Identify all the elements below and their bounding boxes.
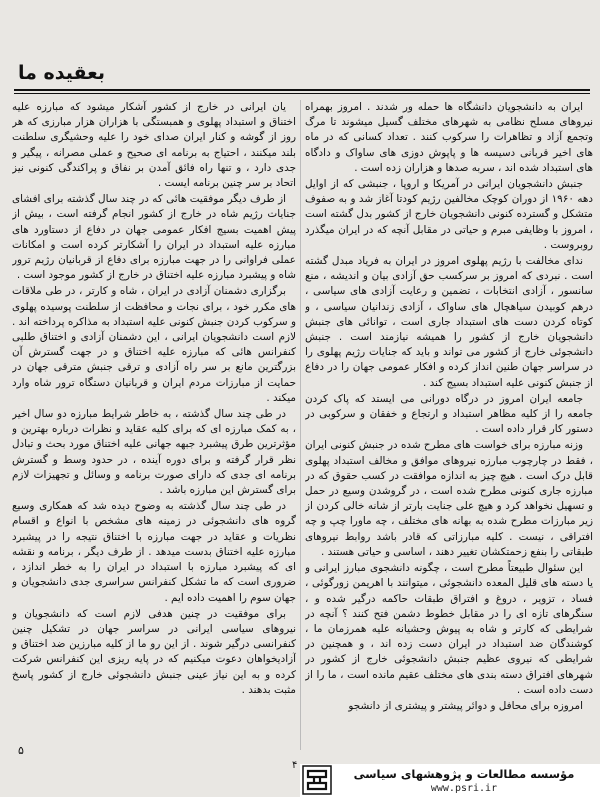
paragraph: برای موفقیت در چنین هدفی لازم است که دانشجویان و نیروهای سیاسی ایرانی در سراسر جهان در تشکیل چنین کنفرانسی درگیر شوند . از این رو ما از کلیه مبارزین ضد اختناق و آزادیخواهان دعوت میکنیم که در پایه ریزی این کنفرانس شرکت کرده و به این نیاز عینی جنبش دانشجوئی خارج از کشور پاسخ مثبت بدهند .	[12, 607, 296, 696]
paragraph: برگزاری دشمنان آزادی در ایران ، شاه و کارتر ، در طی ملاقات های مکرر خود ، برای نجات و محافظت از سلطنت پوسیده پهلوی و سرکوب کردن جنبش کنونی علیه استبداد به مذاکره پرداخته اند . لازم است دانشجویان ایرانی ، این دشمنان آزادی و اختناق طلبی کنفرانس هائی که مبارزه علیه اختناق و در جهت گسترش آن بزرگترین مانع بر سر راه آزادی و ترقی جنبش مترقی جهان در حمایت از مبارزات مردم ایران و قربانیان دستگاه ترور شاه وارد میکند .	[12, 285, 296, 404]
paragraph: جامعه ایران امروز در درگاه دورانی می ایستد که پاک کردن جامعه را از کلیه مظاهر استبداد و ارتجاع و خفقان و سرکوبی در دستور کار قرار داده است .	[305, 392, 593, 436]
column-divider	[300, 100, 301, 750]
page-number-right: ۴	[292, 760, 298, 771]
paragraph: این سئوال طبیعتاً مطرح است ، چگونه دانشجوی مبارز ایرانی و یا دسته های قلیل المعده دانشجوئی ، میتوانند با اهریمن زورگوئی ، فساد ، تزویر ، دروغ و افتراق طبقات حاکمه درگیر شده و ، سنگرهای تازه ای را در مقابل خطوط دشمن فتح کنند ؟ آنچه در شرایطی که کارتر و شاه به پیوش وحشیانه علیه همرزمان ما ، کوشندگان ضد استبداد در ایران دست زده اند ، و همچنین در شرایطی که نیروی عظیم جنبش دانشجوئی خارج از کشور در شهرهای افتراق دسته بندی های مختلف عقیم مانده است ، ما را از دست داده است .	[305, 562, 593, 696]
paragraph: یان ایرانی در خارج از کشور آشکار میشود که مبارزه علیه اختناق و استبداد پهلوی و همبستگی با هزاران هزار مبارزی که هر روز از گوشه و کنار ایران صدای خود را علیه وحشیگری سلطنت بلند میکنند ، احتیاج به برنامه ای صحیح و عملی مصرانه ، پیگیر و جدی دارد ، و تنها راه فائق آمدن بر نفاق و پراکندگی کنونی نیز اتحاد بر سر چنین برنامه ایست .	[12, 101, 296, 190]
paragraph: امروزه برای محافل و دوائر پیشتر و پیشتری از دانشجو	[348, 699, 583, 712]
header-rule-thin	[14, 93, 590, 94]
paragraph: در طی چند سال گذشته به وضوح دیده شد که همکاری وسیع گروه های دانشجوئی در زمینه های مشخص با انواع و اقسام نظریات و عقاید در جهت مبارزه با اختناق نتیجه را در پیشبرد مبارزه علیه اختناق بدست میدهد . از طرف دیگر ، برنامه و نقشه ای که پیشبرد مبارزه با استبداد در ایران را به خطر اندازد ، ضروری است که ما تشکل کنفرانس سراسری جدی دانشجویان و جهان سوم را اهمیت داده ایم .	[12, 500, 296, 604]
text-column-right	[305, 100, 593, 760]
paragraph: جنبش دانشجویان ایرانی در آمریکا و اروپا ، جنبشی که از اوایل دهه ۱۹۶۰ از دوران کوچک مخالفین رژیم کودتا آغاز شد و به صفوف متشکل و گسترده کنونی دانشجویان خارج از کشور بدل گشته است ، امروز با وظایفی مبرم و حیاتی در مقابل آنچه که در ایران میگذرد روبروست .	[305, 178, 593, 251]
paragraph: ندای مخالفت با رژیم پهلوی امروز در ایران به فریاد مبدل گشته است . نبردی که امروز بر سرکسب حق آزادی بیان و اندیشه ، منع سانسور ، آزادی انتخابات ، تضمین و رعایت آزادی های سیاسی ، درهم کوبیدن سیاهچال های ساواک ، آزادی زندانیان سیاسی ، و کوتاه کردن دست های استبداد جاری است ، توانائی های جنبش دانشجویان خارج از کشور را همیشه نیازمند است . جنبش دانشجوئی خارج از کشور می تواند و باید که جنایات رژیم پهلوی را در سراسر جهان طنین انداز کرده و افکار عمومی جهان را در دفاع از جنبش کنونی علیه استبداد بسیج کند .	[305, 255, 593, 389]
section-title: بعقیده‌ ما	[18, 62, 105, 84]
institute-logo-icon	[302, 765, 332, 795]
paragraph: وزنه مبارزه برای خواست های مطرح شده در جنبش کنونی ایران ، فقط در چارچوب مبارزه نیروهای موافق و مخالف استبداد پهلوی قابل درک است . هیچ چیز به اندازه موافقت در کسب حقوق که در مبارزه جاری کنونی مطرح شده است ، در گروشدن وسیع در حمل و تسهیل نخواهد کرد و هیچ علی جنایت بارتر از شانه خالی کردن از زیر مبارزات مطرح شده به بهانه های مختلف ، چه ماورا چپ و چه افتراقی ، نیست . کلیه مبارزاتی که قادر باشد روابط نیروهای طبقاتی را بنفع زحمتکشان تغییر دهند ، اساسی و حیاتی هستند .	[305, 439, 593, 558]
header-rule-thick	[14, 89, 590, 91]
watermark-url: www.psri.ir	[430, 783, 498, 794]
watermark-institute-name: مؤسسه مطالعات و پژوهشهای سیاسی	[353, 767, 575, 781]
page-number-left: ۵	[18, 744, 24, 757]
paragraph: ایران به دانشجویان دانشگاه ها حمله ور شدند . امروز بهمراه نیروهای مسلح نظامی به شهرهای مختلف گسیل میشوند تا مرگ وتجمع آزاد و تظاهرات را سرکوب کنند . تعداد کسانی که در ماه های اخیر قربانی دسیسه ها و پاپوش دوزی های ساواک و دادگاه های استبداد شده اند ، سربه صدها و هزاران زده است .	[305, 101, 593, 174]
text-column-left	[12, 100, 296, 742]
paragraph: از طرف دیگر موفقیت هائی که در چند سال گذشته برای افشای جنایات رژیم شاه در خارج از کشور انجام گرفته است ، بیش از پیش اهمیت بسیج افکار عمومی جهان در دفاع از دستاورد های مبارزه علیه استبداد در ایران را آشکارتر کرده است و امکانات عملی فراوانی را در جهت مبارزه برای دفاع از قربانیان رژیم ترور شاه و پیشبرد مبارزه علیه اختناق در خارج از کشور موجود است .	[12, 193, 296, 282]
paragraph: در طی چند سال گذشته ، به خاطر شرایط مبارزه دو سال اخیر ، به کمک مبارزه ای که برای کلیه عقاید و نظرات درباره بهترین و مؤثرترین طرق پیشبرد جبهه جهانی علیه اختناق مورد بحث و تبادل نظر قرار گرفته و برای دوره آینده ، در حدود وسط و گسترش برنامه ای جدی که دارای صورت برنامه و وسائل و تجهیزات لازم برای گسترش این مبارزه باشد .	[12, 408, 296, 497]
